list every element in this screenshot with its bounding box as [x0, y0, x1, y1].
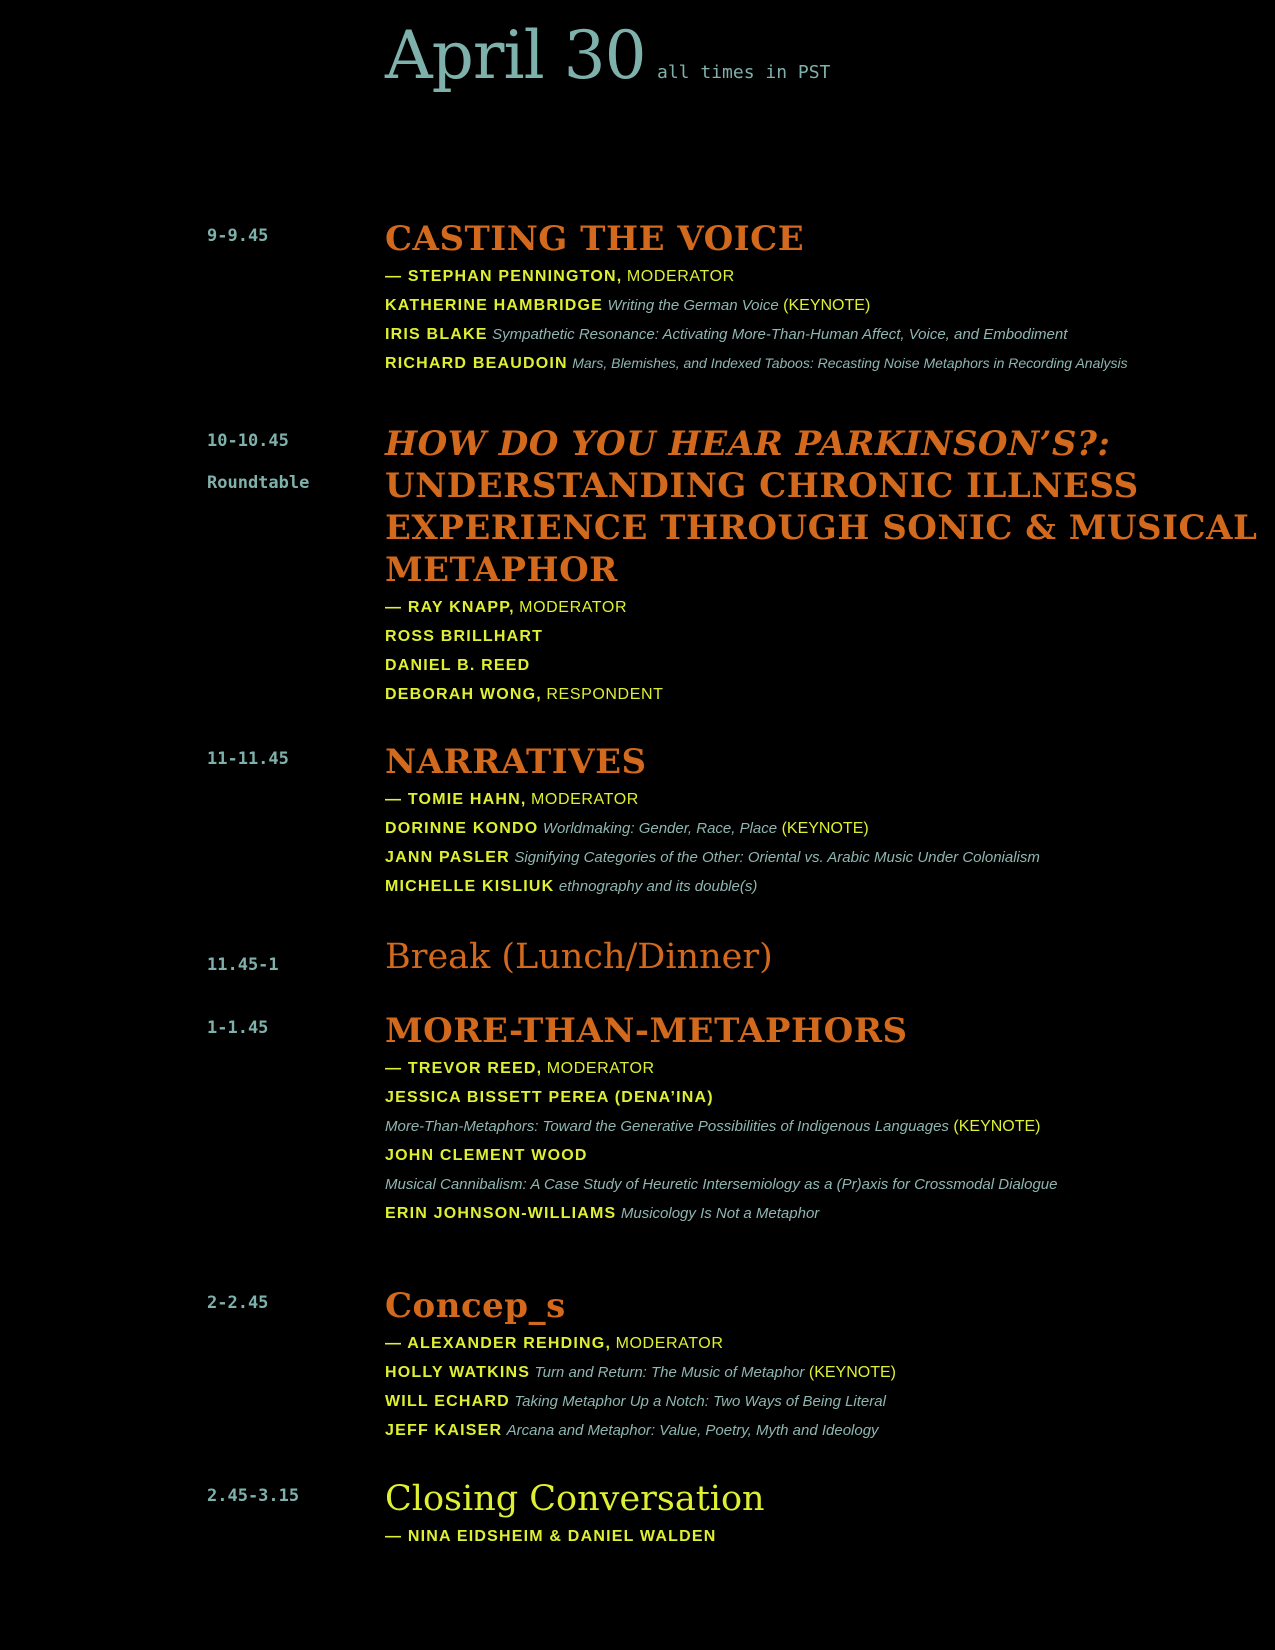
paper-title: Sympathetic Resonance: Activating More-Than-Human Affect, Voice, and Embodiment [492, 326, 1068, 343]
closing-speakers: NINA EIDSHEIM & DANIEL WALDEN [407, 1528, 717, 1545]
moderator-role: MODERATOR [546, 1060, 655, 1077]
paper-title: Writing the German Voice [607, 297, 779, 314]
page-title: April 30 [385, 17, 646, 94]
speaker-line [385, 651, 1265, 680]
session-title: MORE-THAN-METAPHORS [385, 1011, 908, 1051]
moderator-name: STEPHAN PENNINGTON, [407, 268, 623, 285]
speaker-name: ERIN JOHNSON-WILLIAMS [385, 1205, 617, 1222]
speaker-name: JANN PASLER [385, 849, 510, 866]
moderator-line: — TOMIE HAHN, MODERATOR [385, 791, 639, 808]
speaker-name: RICHARD BEAUDOIN [385, 355, 568, 372]
session-title: Break (Lunch/Dinner) [385, 937, 773, 977]
session-time: 11-11.45 [207, 749, 289, 769]
speaker-line [385, 843, 1265, 872]
session-title-line2: UNDERSTANDING CHRONIC ILLNESS EXPERIENCE THROUGH SONIC & MUSICAL METAPHOR [385, 466, 1258, 590]
session-time: 10-10.45 [207, 431, 289, 451]
speaker-role: RESPONDENT [546, 686, 664, 703]
paper-title: Worldmaking: Gender, Race, Place [542, 820, 778, 837]
paper-title: ethnography and its double(s) [558, 878, 758, 895]
paper-title: Arcana and Metaphor: Value, Poetry, Myth and Ideology [506, 1422, 879, 1439]
session-time: 11.45-1 [207, 955, 279, 975]
moderator-line: — ALEXANDER REHDING, MODERATOR [385, 1335, 724, 1352]
session-title-line1: HOW DO YOU HEAR PARKINSON’S?: [385, 424, 1111, 464]
session-time: 9-9.45 [207, 226, 269, 246]
paper-title: More-Than-Metaphors: Toward the Generative Possibilities of Indigenous Languages [385, 1118, 949, 1135]
speaker-name: DANIEL B. REED [385, 657, 531, 674]
page-header [385, 17, 831, 94]
speaker-line [385, 1358, 1265, 1387]
moderator-line: — NINA EIDSHEIM & DANIEL WALDEN [385, 1528, 717, 1545]
speaker-name: DORINNE KONDO [385, 820, 539, 837]
paper-title: Turn and Return: The Music of Metaphor [534, 1364, 805, 1381]
speaker-line [385, 1387, 1265, 1416]
moderator-line: — RAY KNAPP, MODERATOR [385, 599, 628, 616]
moderator-role: MODERATOR [531, 791, 639, 808]
keynote-tag: (KEYNOTE) [953, 1118, 1041, 1135]
speaker-line [385, 1416, 1265, 1445]
moderator-line: — TREVOR REED, MODERATOR [385, 1060, 655, 1077]
session-time: 2.45-3.15 [207, 1486, 300, 1506]
paper-line [385, 1170, 1265, 1199]
speaker-name: JEFF KAISER [385, 1422, 503, 1439]
speaker-line [385, 291, 1265, 320]
paper-title: Taking Metaphor Up a Notch: Two Ways of Being Literal [514, 1393, 886, 1410]
speaker-name: HOLLY WATKINS [385, 1364, 531, 1381]
moderator-name: ALEXANDER REHDING, [407, 1335, 612, 1352]
speaker-line [385, 320, 1265, 349]
session-title: CASTING THE VOICE [385, 219, 805, 259]
paper-line [385, 1112, 1265, 1141]
moderator-role: MODERATOR [626, 268, 735, 285]
speaker-name: JOHN CLEMENT WOOD [385, 1147, 588, 1164]
speaker-line [385, 680, 1265, 709]
moderator-role: MODERATOR [615, 1335, 724, 1352]
session-title: Closing Conversation [385, 1479, 765, 1519]
speaker-line [385, 1199, 1265, 1228]
moderator-name: TREVOR REED, [407, 1060, 543, 1077]
speaker-line [385, 1083, 1265, 1112]
keynote-tag: (KEYNOTE) [781, 820, 869, 837]
moderator-line: — STEPHAN PENNINGTON, MODERATOR [385, 268, 735, 285]
session-time: 1-1.45 [207, 1018, 269, 1038]
moderator-name: RAY KNAPP, [407, 599, 515, 616]
paper-title: Musicology Is Not a Metaphor [620, 1205, 820, 1222]
speaker-name: DEBORAH WONG, [385, 686, 542, 703]
moderator-name: TOMIE HAHN, [407, 791, 527, 808]
moderator-role: MODERATOR [519, 599, 628, 616]
speaker-name: IRIS BLAKE [385, 326, 488, 343]
keynote-tag: (KEYNOTE) [808, 1364, 896, 1381]
speaker-name: ROSS BRILLHART [385, 628, 544, 645]
session-time: 2-2.45 [207, 1293, 269, 1313]
speaker-name: MICHELLE KISLIUK [385, 878, 555, 895]
speaker-line [385, 814, 1265, 843]
paper-title: Musical Cannibalism: A Case Study of Heuretic Intersemiology as a (Pr)axis for Crossmodal Dialogue [385, 1176, 1058, 1193]
speaker-line [385, 872, 1265, 901]
paper-title: Mars, Blemishes, and Indexed Taboos: Recasting Noise Metaphors in Recording Analysis [572, 355, 1128, 371]
timezone-note: all times in PST [657, 62, 831, 83]
paper-title: Signifying Categories of the Other: Oriental vs. Arabic Music Under Colonialism [514, 849, 1040, 866]
speaker-name: JESSICA BISSETT PEREA (DENA’INA) [385, 1089, 714, 1106]
speaker-name: KATHERINE HAMBRIDGE [385, 297, 604, 314]
speaker-line [385, 622, 1265, 651]
keynote-tag: (KEYNOTE) [783, 297, 871, 314]
session-title: Concep_s [385, 1286, 566, 1326]
session-title: NARRATIVES [385, 742, 647, 782]
session-format: Roundtable [207, 473, 310, 493]
speaker-line [385, 349, 1265, 378]
speaker-line [385, 1141, 1265, 1170]
speaker-name: WILL ECHARD [385, 1393, 510, 1410]
